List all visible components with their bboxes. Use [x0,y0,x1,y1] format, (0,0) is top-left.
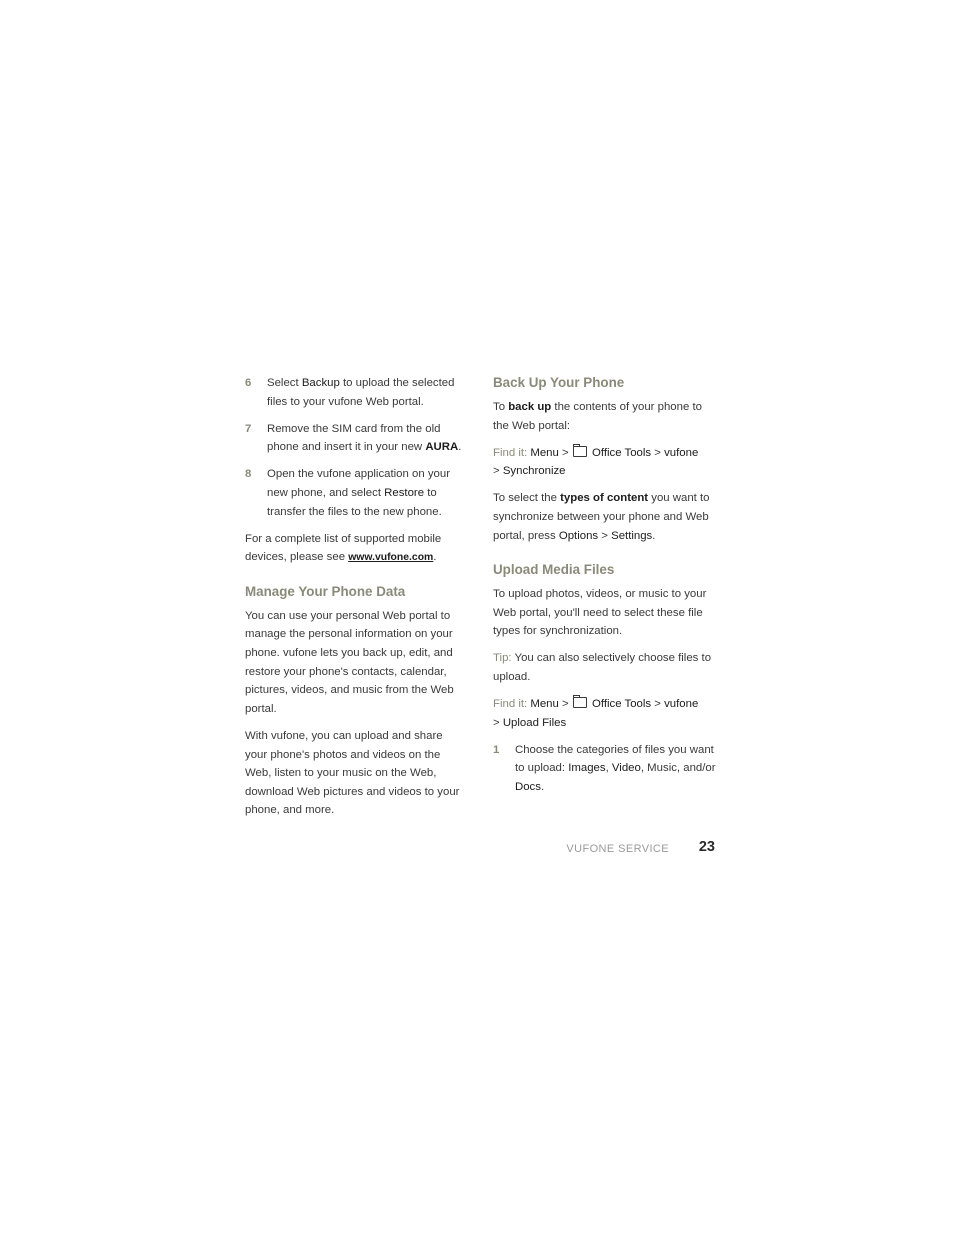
manage-paragraph-2: With vufone, you can upload and share your phone's photos and videos on the Web, listen to your music on the Web, download Web pictures and videos to your phone, and more. [245,729,460,817]
folder-icon [573,446,587,457]
supported-devices-paragraph: For a complete list of supported mobile devices, please see www.vufone.com. [245,532,442,564]
upload-files-item: Upload Files [502,716,567,729]
page-footer [500,839,715,859]
step-number: 7 [245,422,252,435]
restore-option: Restore [384,486,425,499]
step-number: 8 [245,468,252,481]
types-of-content-paragraph: To select the types of content you want to synchronize between your phone and Web portal, press Options > Settings. [493,492,710,542]
images-option: Images [568,762,606,775]
right-column [493,374,717,805]
vufone-item: vufone [664,698,699,711]
step-1: 1 Choose the categories of files you want to upload: Images, Video, Music, and/or Docs. [493,741,717,797]
menu-key: Menu [530,446,559,459]
menu-key: Menu [530,698,559,711]
find-it-upload: Find it: Menu > Office Tools > vufone > Upload Files [493,698,699,729]
vufone-item: vufone [664,446,699,459]
upload-paragraph: To upload photos, videos, or music to your Web portal, you'll need to select these file types for synchronization. [493,588,707,638]
step-7: 7 Remove the SIM card from the old phone and insert it in your new AURA. [245,420,467,457]
step-number: 1 [493,743,500,756]
phone-model: AURA [425,441,459,454]
step-8: 8 Open the vufone application on your new phone, and select Restore to transfer the files to the new phone. [245,465,467,521]
backup-option: Backup [301,377,340,389]
find-it-label: Find it: [493,446,528,459]
office-tools-item: Office Tools [592,698,652,711]
page-number: 23 [698,839,715,855]
heading-upload-media-files: Upload Media Files [493,562,615,578]
left-column [245,374,467,828]
step-number: 6 [245,377,252,389]
vufone-link[interactable]: www.vufone.com [348,552,434,564]
settings-item: Settings [611,529,653,542]
options-key: Options [558,529,599,542]
step-6: 6 Select Backup to upload the selected files to your vufone Web portal. [245,374,467,411]
find-it-synchronize: Find it: Menu > Office Tools > vufone > Synchronize [493,446,699,478]
find-it-label: Find it: [493,698,528,711]
tip-paragraph: Tip: You can also selectively choose files to upload. [493,652,712,684]
manage-paragraph-1: You can use your personal Web portal to manage the personal information on your phone. vufone lets you back up, edit, and restore your phone's contacts, calendar, pictures, videos, and music from the Web portal. [245,609,454,715]
section-title: VUFONE SERVICE [566,843,669,855]
tip-label: Tip: [493,652,512,665]
folder-icon [573,697,587,708]
heading-manage-phone-data: Manage Your Phone Data [245,583,406,599]
synchronize-item: Synchronize [502,465,566,478]
backup-paragraph: To back up the contents of your phone to the Web portal: [493,401,702,432]
heading-back-up-phone: Back Up Your Phone [493,375,625,390]
office-tools-item: Office Tools [592,446,652,459]
docs-option: Docs [515,781,541,793]
video-option: Video [611,762,641,775]
